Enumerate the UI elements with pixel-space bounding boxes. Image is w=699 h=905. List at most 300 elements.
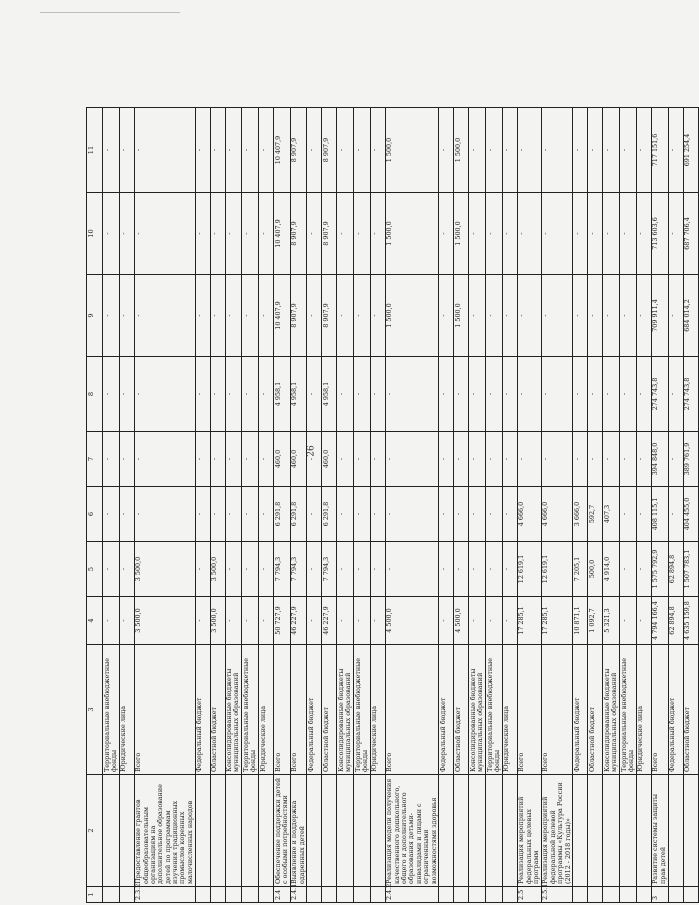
row-number-cell [103,887,120,903]
activity-name-cell: Реализация мероприятий федеральной целевой программы «Культура России (2012 - 2018 годы)» [541,775,572,887]
funding-source-cell: Областной бюджет [322,645,337,775]
amount-cell: 46 227,9 [290,597,307,645]
amount-cell: - [103,432,120,487]
amount-cell: - [225,108,242,193]
amount-cell: - [541,357,572,432]
funding-source-cell: Юридические лица [259,645,274,775]
amount-cell: - [307,357,322,432]
amount-cell: - [119,108,134,193]
row-number-cell [439,887,454,903]
row-number-cell [354,887,371,903]
table-row [210,108,225,903]
amount-cell: - [354,357,371,432]
amount-cell: - [636,487,651,542]
amount-cell: - [134,275,195,357]
amount-cell: - [439,597,454,645]
amount-cell: - [337,108,354,193]
row-number-cell [502,887,517,903]
amount-cell: 8 907,9 [322,193,337,275]
table-row [651,108,668,903]
amount-cell: - [517,275,541,357]
amount-cell: - [259,432,274,487]
amount-cell: - [541,193,572,275]
amount-cell: 4 666,0 [517,487,541,542]
amount-cell: - [620,487,637,542]
amount-cell: - [502,357,517,432]
row-number-cell [307,887,322,903]
amount-cell: - [603,275,620,357]
amount-cell: - [469,108,486,193]
amount-cell: - [103,357,120,432]
amount-cell: - [439,275,454,357]
amount-cell: - [259,275,274,357]
amount-cell: - [636,357,651,432]
amount-cell: - [307,275,322,357]
funding-source-cell: Территориальные внебюджетные фонды [103,645,120,775]
funding-source-cell: Федеральный бюджет [195,645,210,775]
amount-cell: 717 151,6 [651,108,668,193]
amount-cell: 7 794,3 [322,542,337,597]
amount-cell: 4 958,1 [290,357,307,432]
amount-cell: - [636,193,651,275]
amount-cell: - [454,432,469,487]
amount-cell: - [307,542,322,597]
amount-cell: 12 619,1 [541,542,572,597]
amount-cell: 10 407,9 [274,108,291,193]
amount-cell: 8 907,9 [322,275,337,357]
activity-name-cell [603,775,620,887]
amount-cell: - [469,597,486,645]
header-cell: 3 [87,645,103,775]
amount-cell: 713 603,6 [651,193,668,275]
amount-cell: 1 500,0 [385,193,439,275]
activity-name-cell [620,775,637,887]
amount-cell: 274 743,8 [651,357,668,432]
amount-cell: - [354,108,371,193]
activity-name-cell [119,775,134,887]
amount-cell: 5 321,3 [603,597,620,645]
amount-cell: 1 092,7 [588,597,603,645]
row-number-cell [588,887,603,903]
amount-cell: 408 115,1 [651,487,668,542]
amount-cell: 687 706,4 [683,193,698,275]
table-row [225,108,242,903]
amount-cell: - [439,108,454,193]
amount-cell: 500,0 [588,542,603,597]
amount-cell: - [242,108,259,193]
funding-source-cell: Областной бюджет [683,645,698,775]
header-cell: 7 [87,432,103,487]
amount-cell: - [242,432,259,487]
activity-name-cell [195,775,210,887]
activity-name-cell [103,775,120,887]
amount-cell: - [603,357,620,432]
table-row [119,108,134,903]
amount-cell: - [668,108,683,193]
activity-name-cell [242,775,259,887]
amount-cell: 4 500,0 [385,597,439,645]
amount-cell: - [636,597,651,645]
row-number-cell [668,887,683,903]
amount-cell: - [486,487,503,542]
amount-cell: - [225,275,242,357]
funding-source-cell: Всего [134,645,195,775]
amount-cell: - [307,597,322,645]
amount-cell: - [668,487,683,542]
row-number-cell: 2.3.2 [134,887,195,903]
activity-name-cell [454,775,469,887]
table-row [385,108,439,903]
amount-cell: - [517,432,541,487]
amount-cell: - [210,487,225,542]
amount-cell: - [502,597,517,645]
table-row [573,108,588,903]
funding-source-cell: Всего [274,645,291,775]
funding-source-cell: Территориальные внебюджетные фонды [620,645,637,775]
amount-cell: - [620,432,637,487]
amount-cell: - [668,275,683,357]
activity-name-cell: Реализация модели получения качественного дошкольного, общего и дополнительного образования детьми-инвалидами и лицами с ограниченными возможностями здоровья [385,775,439,887]
funding-source-cell: Юридические лица [370,645,385,775]
amount-cell: - [210,432,225,487]
row-number-cell [636,887,651,903]
amount-cell: - [502,542,517,597]
amount-cell: 389 761,9 [683,432,698,487]
amount-cell: 407,3 [603,487,620,542]
amount-cell: - [541,432,572,487]
amount-cell: - [103,108,120,193]
amount-cell: - [259,542,274,597]
header-cell: 6 [87,487,103,542]
activity-name-cell [225,775,242,887]
amount-cell: - [370,542,385,597]
amount-cell: - [210,357,225,432]
amount-cell: - [119,357,134,432]
amount-cell: - [337,487,354,542]
amount-cell: - [242,357,259,432]
table-header [87,108,103,903]
funding-source-cell: Федеральный бюджет [668,645,683,775]
amount-cell: 394 848,0 [651,432,668,487]
amount-cell: - [225,357,242,432]
amount-cell: 50 727,9 [274,597,291,645]
row-number-cell [210,887,225,903]
amount-cell: - [307,487,322,542]
amount-cell: 10 407,9 [274,275,291,357]
funding-source-cell: Территориальные внебюджетные фонды [242,645,259,775]
amount-cell: - [225,542,242,597]
header-cell: 1 [87,887,103,903]
amount-cell: - [502,275,517,357]
amount-cell: - [259,357,274,432]
amount-cell: - [469,357,486,432]
activity-name-cell [502,775,517,887]
amount-cell: - [337,432,354,487]
header-cell: 8 [87,357,103,432]
table-row [541,108,572,903]
amount-cell: - [469,275,486,357]
amount-cell: - [439,487,454,542]
amount-cell: - [502,108,517,193]
amount-cell: 1 500,0 [454,275,469,357]
activity-name-cell [668,775,683,887]
amount-cell: 460,0 [274,432,291,487]
table-row [307,108,322,903]
amount-cell: - [119,542,134,597]
table-row [134,108,195,903]
row-number-cell: 3 [651,887,668,903]
amount-cell: - [370,108,385,193]
table-row [322,108,337,903]
amount-cell: - [210,193,225,275]
row-number-cell [620,887,637,903]
amount-cell: - [454,487,469,542]
amount-cell: - [439,432,454,487]
funding-source-cell: Территориальные внебюджетные фонды [354,645,371,775]
amount-cell: 684 014,2 [683,275,698,357]
amount-cell: 1 500,0 [385,275,439,357]
amount-cell: - [573,108,588,193]
table-row [337,108,354,903]
amount-cell: - [242,542,259,597]
amount-cell: - [195,597,210,645]
amount-cell: - [337,357,354,432]
amount-cell: - [242,275,259,357]
activity-name-cell [259,775,274,887]
activity-name-cell: Предоставление грантов общеобразовательным организациям на дополнительное образование детей по программам изучения традиционных промыслов коренных малочисленных народов [134,775,195,887]
amount-cell: - [439,542,454,597]
table-row [502,108,517,903]
amount-cell: 4 635 159,8 [683,597,698,645]
row-number-cell: 2.4.2 [385,887,439,903]
amount-cell: - [668,432,683,487]
row-number-cell [242,887,259,903]
amount-cell: - [307,432,322,487]
amount-cell: - [337,275,354,357]
funding-source-cell: Юридические лица [636,645,651,775]
amount-cell: - [573,193,588,275]
amount-cell: - [195,108,210,193]
amount-cell: 3 500,0 [134,542,195,597]
amount-cell: 4 666,0 [541,487,572,542]
amount-cell: - [620,275,637,357]
amount-cell: - [370,193,385,275]
header-cell: 11 [87,108,103,193]
amount-cell: - [588,357,603,432]
funding-source-cell: Всего [541,645,572,775]
table-row [620,108,637,903]
row-number-cell [469,887,486,903]
amount-cell: - [385,542,439,597]
amount-cell: 460,0 [322,432,337,487]
table-row [588,108,603,903]
amount-cell: - [259,487,274,542]
activity-name-cell [486,775,503,887]
row-number-cell: 2.5 [517,887,541,903]
amount-cell: - [119,487,134,542]
amount-cell: - [354,487,371,542]
amount-cell: - [210,275,225,357]
amount-cell: - [370,487,385,542]
amount-cell: 62 894,8 [668,597,683,645]
amount-cell: - [486,275,503,357]
amount-cell: 6 291,8 [290,487,307,542]
amount-cell: - [195,275,210,357]
row-number-cell [454,887,469,903]
amount-cell: - [541,108,572,193]
amount-cell: - [134,432,195,487]
amount-cell: 7 794,3 [274,542,291,597]
table-row [290,108,307,903]
amount-cell: - [502,487,517,542]
amount-cell: - [573,432,588,487]
amount-cell: - [242,487,259,542]
amount-cell: - [469,542,486,597]
funding-source-cell: Федеральный бюджет [439,645,454,775]
amount-cell: 592,7 [588,487,603,542]
activity-name-cell [210,775,225,887]
row-number-cell [322,887,337,903]
amount-cell: 4 958,1 [274,357,291,432]
funding-source-cell: Федеральный бюджет [573,645,588,775]
amount-cell: - [103,597,120,645]
header-cell: 5 [87,542,103,597]
activity-name-cell [354,775,371,887]
activity-name-cell: Обеспечение поддержки детей с особыми потребностями [274,775,291,887]
amount-cell: - [370,275,385,357]
amount-cell: - [134,193,195,275]
amount-cell: 691 254,4 [683,108,698,193]
amount-cell: - [307,108,322,193]
amount-cell: - [636,542,651,597]
amount-cell: - [620,357,637,432]
amount-cell: - [354,542,371,597]
table-row [259,108,274,903]
amount-cell: - [588,275,603,357]
activity-name-cell [322,775,337,887]
amount-cell: - [636,432,651,487]
amount-cell: - [225,597,242,645]
activity-name-cell [337,775,354,887]
funding-source-cell: Консолидированные бюджеты муниципальных образований [225,645,242,775]
activity-name-cell [439,775,454,887]
table-row [668,108,683,903]
row-number-cell [683,887,698,903]
amount-cell: - [259,597,274,645]
amount-cell: 10 407,9 [274,193,291,275]
amount-cell: - [385,357,439,432]
table-row [636,108,651,903]
amount-cell: - [620,542,637,597]
activity-name-cell [588,775,603,887]
amount-cell: - [242,597,259,645]
row-number-cell [486,887,503,903]
amount-cell: 62 894,8 [668,542,683,597]
row-number-cell: 2.4 [274,887,291,903]
amount-cell: 3 500,0 [210,597,225,645]
amount-cell: - [502,432,517,487]
amount-cell: - [517,357,541,432]
amount-cell: - [242,193,259,275]
amount-cell: - [486,542,503,597]
amount-cell: - [454,357,469,432]
amount-cell: - [636,108,651,193]
amount-cell: 3 666,0 [573,487,588,542]
amount-cell: - [354,432,371,487]
funding-source-cell: Областной бюджет [454,645,469,775]
amount-cell: - [259,108,274,193]
amount-cell: - [469,193,486,275]
amount-cell: - [603,108,620,193]
amount-cell: - [588,432,603,487]
amount-cell: - [469,432,486,487]
table-row [242,108,259,903]
amount-cell: 6 291,8 [322,487,337,542]
header-cell: 2 [87,775,103,887]
amount-cell: 10 871,1 [573,597,588,645]
table-row [486,108,503,903]
amount-cell: - [486,597,503,645]
amount-cell: 12 619,1 [517,542,541,597]
table-row [603,108,620,903]
amount-cell: 4 914,0 [603,542,620,597]
funding-source-cell: Всего [517,645,541,775]
amount-cell: - [134,108,195,193]
row-number-cell [573,887,588,903]
amount-cell: - [195,193,210,275]
activity-name-cell: Выявление и поддержка одаренных детей [290,775,307,887]
amount-cell: - [370,597,385,645]
amount-cell: - [486,193,503,275]
amount-cell: - [225,487,242,542]
amount-cell: - [439,357,454,432]
amount-cell: - [486,357,503,432]
amount-cell: - [517,193,541,275]
amount-cell: - [259,193,274,275]
amount-cell: - [119,193,134,275]
row-number-cell [195,887,210,903]
amount-cell: - [103,193,120,275]
table-row [103,108,120,903]
amount-cell: 8 907,9 [322,108,337,193]
amount-cell: - [195,487,210,542]
amount-cell: - [668,193,683,275]
funding-source-cell: Консолидированные бюджеты муниципальных образований [603,645,620,775]
amount-cell: 8 907,9 [290,275,307,357]
amount-cell: - [603,193,620,275]
amount-cell: 7 794,3 [290,542,307,597]
amount-cell: - [370,432,385,487]
amount-cell: - [517,108,541,193]
activity-name-cell [636,775,651,887]
amount-cell: - [636,275,651,357]
amount-cell: - [469,487,486,542]
funding-source-cell: Всего [385,645,439,775]
header-cell: 9 [87,275,103,357]
amount-cell: 8 907,9 [290,193,307,275]
funding-source-cell: Областной бюджет [210,645,225,775]
amount-cell: - [195,432,210,487]
amount-cell: 3 500,0 [210,542,225,597]
funding-source-cell: Юридические лица [502,645,517,775]
budget-table-sheet [86,108,692,903]
amount-cell: 17 285,1 [541,597,572,645]
amount-cell: 6 291,8 [274,487,291,542]
amount-cell: 3 500,0 [134,597,195,645]
amount-cell: - [385,487,439,542]
activity-name-cell [469,775,486,887]
amount-cell: 17 285,1 [517,597,541,645]
